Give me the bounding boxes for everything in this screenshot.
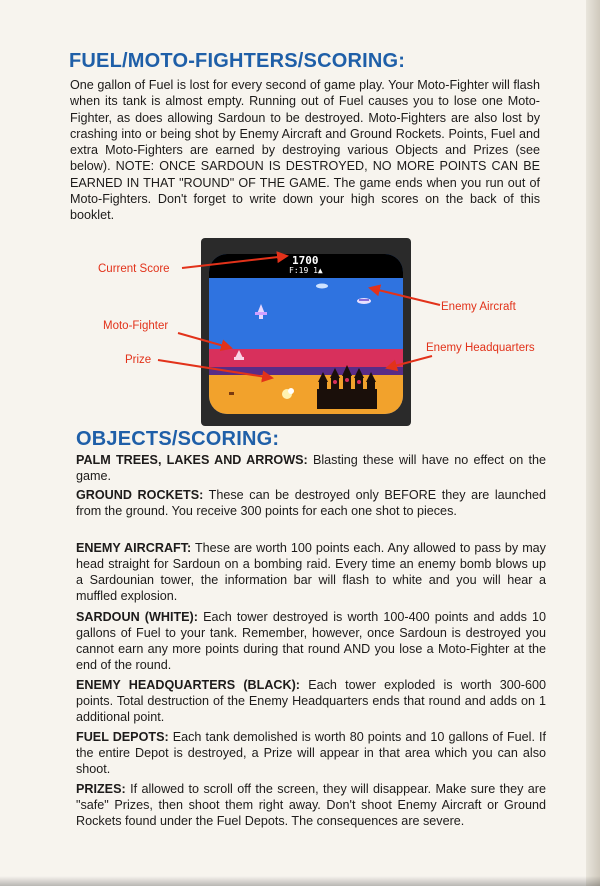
label-prize: Prize <box>125 354 152 366</box>
label-enemy-headquarters: Enemy Headquarters <box>426 342 535 354</box>
entry-text: Blasting these will have no effect on the game. <box>76 453 546 484</box>
label-enemy-aircraft: Enemy Aircraft <box>441 301 516 313</box>
score-readout: 1700 <box>292 254 319 267</box>
entry-sardoun <box>76 609 546 673</box>
entry-term: ENEMY HEADQUARTERS (BLACK): <box>76 678 300 692</box>
arrow-moto-fighter <box>178 333 231 348</box>
entry-ground-rockets <box>76 487 546 519</box>
arrow-prize <box>158 360 272 378</box>
page-bottom-shadow <box>0 876 600 886</box>
entry-text: Each tower destroyed is worth 100-400 points and adds 10 gallons of Fuel to your tank. Remember, however, once Sardoun is destroyed you cannot earn any more points during that round AND you lose a Moto-Fighter at the end of the round. <box>76 610 547 673</box>
entry-term: ENEMY AIRCRAFT: <box>76 541 192 555</box>
entry-enemy-aircraft <box>76 540 546 604</box>
entry-prizes <box>76 781 546 829</box>
entry-enemy-headquarters <box>76 677 546 725</box>
entry-term: FUEL DEPOTS: <box>76 730 169 744</box>
entry-text: Each tank demolished is worth 80 points and 10 gallons of Fuel. If the entire Depot is destroyed, a Prize will appear in that area which you can also shoot. <box>76 730 546 777</box>
entry-term: PALM TREES, LAKES AND ARROWS: <box>76 453 308 467</box>
entry-term: GROUND ROCKETS: <box>76 488 204 502</box>
fuel-section-heading: FUEL/MOTO-FIGHTERS/SCORING: <box>69 50 406 72</box>
entry-text: Each tower exploded is worth 300-600 points. Total destruction of the Enemy Headquarters ends that round and adds on 1 additional point. <box>76 678 546 725</box>
arrow-current-score <box>182 256 287 268</box>
fuel-readout: F:19 1▲ <box>289 266 323 275</box>
fuel-section-body: One gallon of Fuel is lost for every second of game play. Your Moto-Fighter will flash when its tank is almost empty. Running out of Fuel causes you to lose one Moto-Fighter, as does allowing Sardoun to be destroyed. Moto-Fighters are also lost by crashing into or being shot by Enemy Aircraft and Ground Rockets. Points, Fuel and extra Moto-Fighters are earned by destroying various Objects and Prizes (see below). NOTE: ONCE SARDOUN IS DESTROYED, NO MORE POINTS CAN BE EARNED IN THAT "ROUND" OF THE GAME. The game ends when you run out of Moto-Fighters. Don't forget to write down your high scores on the back of this booklet. <box>70 78 540 223</box>
arrow-enemy-aircraft <box>370 288 440 305</box>
objects-section-heading: OBJECTS/SCORING: <box>76 428 280 450</box>
arrow-enemy-headquarters <box>387 356 432 368</box>
entry-fuel-depots <box>76 729 546 777</box>
entry-text: These are worth 100 points each. Any allowed to pass by may head straight for Sardoun on a bombing raid. Every time an enemy bomb blows up a Sardounian tower, the information bar will flash to white and you will hear a muffled explosion. <box>76 541 546 604</box>
label-current-score: Current Score <box>98 263 170 275</box>
entry-term: PRIZES: <box>76 782 126 796</box>
entry-text: If allowed to scroll off the screen, they will disappear. Make sure they are "safe" Prizes, then shoot them right away. Don't shoot Enemy Aircraft or Ground Rockets found under the Fuel Depots. The consequences are severe. <box>76 782 546 829</box>
label-moto-fighter: Moto-Fighter <box>103 320 169 332</box>
entry-palm-trees <box>76 452 546 484</box>
entry-term: SARDOUN (WHITE): <box>76 610 198 624</box>
entry-text: These can be destroyed only BEFORE they are launched from the ground. You receive 300 points for each one shot to pieces. <box>76 488 546 519</box>
